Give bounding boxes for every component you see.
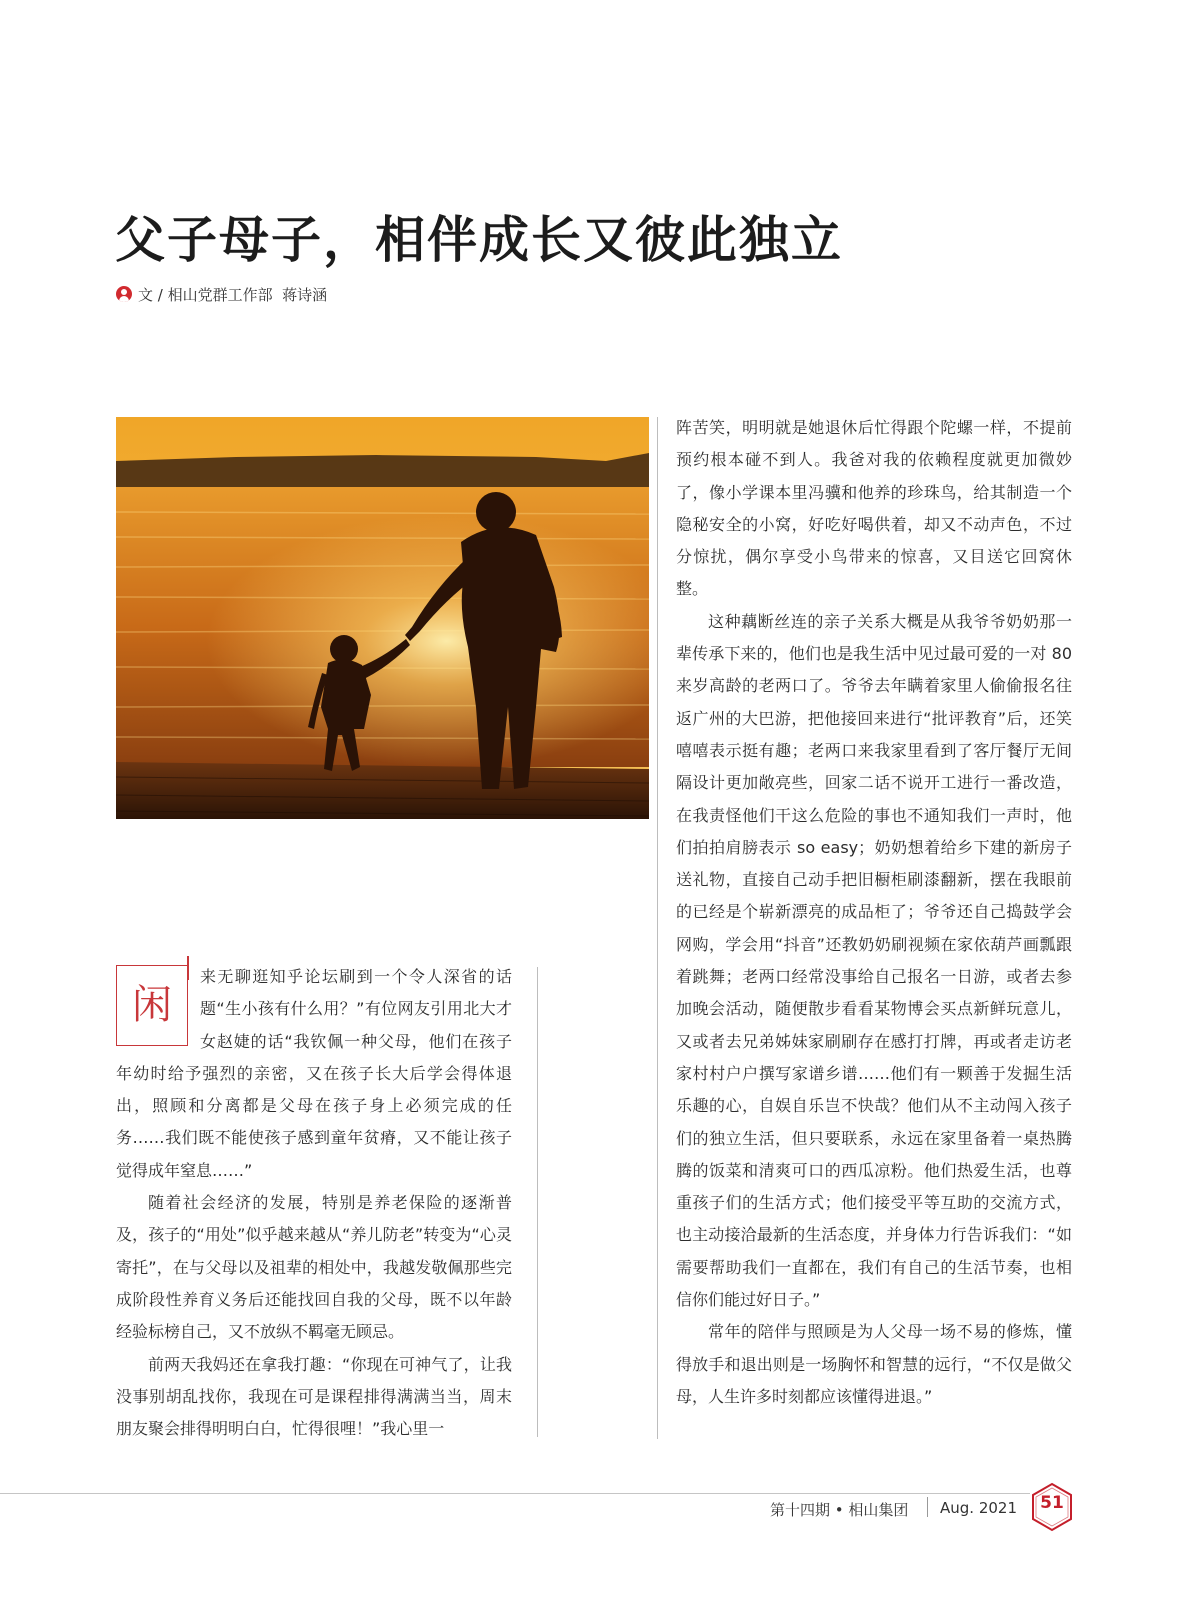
- column-divider-center: [657, 417, 658, 1439]
- footer-separator: [927, 1497, 928, 1517]
- paragraph: 常年的陪伴与照顾是为人父母一场不易的修炼，懂得放手和退出则是一场胸怀和智慧的远行，“不仅是做父母，人生许多时刻都应该懂得进退。”: [676, 1322, 1072, 1406]
- paragraph: 随着社会经济的发展，特别是养老保险的逐渐普及，孩子的“用处”似乎越来越从“养儿防老”转变为“心灵寄托”，在与父母以及祖辈的相处中，我越发敬佩那些完成阶段性养育义务后还能找回自我的父母，既不以年龄经验标榜自己，又不放纵不羁毫无顾忌。: [116, 1193, 512, 1342]
- footer-issue: 第十四期 • 相山集团: [770, 1501, 909, 1519]
- person-icon: [116, 286, 132, 302]
- paragraph: 来无聊逛知乎论坛刷到一个令人深省的话题“生小孩有什么用？”有位网友引用北大才女赵婕的话“我钦佩一种父母，他们在孩子年幼时给予强烈的亲密，又在孩子长大后学会得体退出，照顾和分离都是父母在孩子身上必须完成的任务……我们既不能使孩子感到童年贫瘠，又不能让孩子觉得成年窒息……”: [116, 967, 512, 1180]
- footer-date: Aug. 2021: [940, 1499, 1017, 1517]
- right-column: [676, 412, 1072, 1413]
- page-number: 51: [1040, 1493, 1064, 1513]
- paragraph: 阵苦笑，明明就是她退休后忙得跟个陀螺一样，不提前预约根本碰不到人。我爸对我的依赖程度就更加微妙了，像小学课本里冯骥和他养的珍珠鸟，给其制造一个隐秘安全的小窝，好吃好喝供着，却又不动声色，不过分惊扰，偶尔享受小鸟带来的惊喜，又目送它回窝休整。: [676, 418, 1072, 599]
- paragraph: 前两天我妈还在拿我打趣：“你现在可神气了，让我没事别胡乱找你，我现在可是课程排得满满当当，周末朋友聚会排得明明白白，忙得很哩！”我心里一: [116, 1354, 512, 1439]
- sunset-photo: [116, 417, 649, 819]
- dropcap: 闲: [116, 965, 188, 1046]
- footer-rule: [0, 1493, 1030, 1494]
- byline-text: 文 / 相山党群工作部 蒋诗涵: [138, 285, 328, 304]
- column-divider-left: [537, 967, 538, 1437]
- paragraph: 这种藕断丝连的亲子关系大概是从我爷爷奶奶那一辈传承下来的，他们也是我生活中见过最可爱的一对 80 来岁高龄的老两口了。爷爷去年瞒着家里人偷偷报名往返广州的大巴游，把他接回来进行“批评教育”后，还笑嘻嘻表示挺有趣；老两口来我家里看到了客厅餐厅无间隔设计更加敞亮些，回家二话不说开工进行一番改造，在我责怪他们干这么危险的事也不通知我们一声时，他们拍拍肩膀表示 so easy；奶奶想着给乡下建的新房子送礼物，直接自己动手把旧橱柜刷漆翻新，摆在我眼前的已经是个崭新漂亮的成品柜了；爷爷还自己捣鼓学会网购，学会用“抖音”还教奶奶刷视频在家依葫芦画瓢跟着跳舞；老两口经常没事给自己报名一日游，或者去参加晚会活动，随便散步看看某物博会买点新鲜玩意儿，又或者去兄弟姊妹家刷刷存在感打打牌，再或者走访老家村村户户撰写家谱乡谱……他们有一颗善于发掘生活乐趣的心，自娱自乐岂不快哉？他们从不主动闯入孩子们的独立生活，但只要联系，永远在家里备着一桌热腾腾的饭菜和清爽可口的西瓜凉粉。他们热爱生活，也尊重孩子们的生活方式；他们接受平等互助的交流方式，也主动接洽最新的生活态度，并身体力行告诉我们：“如需要帮助我们一直都在，我们有自己的生活节奏，也相信你们能过好日子。”: [676, 611, 1072, 1310]
- left-column: [116, 961, 512, 1445]
- father-child-silhouette-illustration: [116, 417, 649, 819]
- article-title: 父子母子，相伴成长又彼此独立: [115, 210, 843, 269]
- byline: [116, 284, 327, 304]
